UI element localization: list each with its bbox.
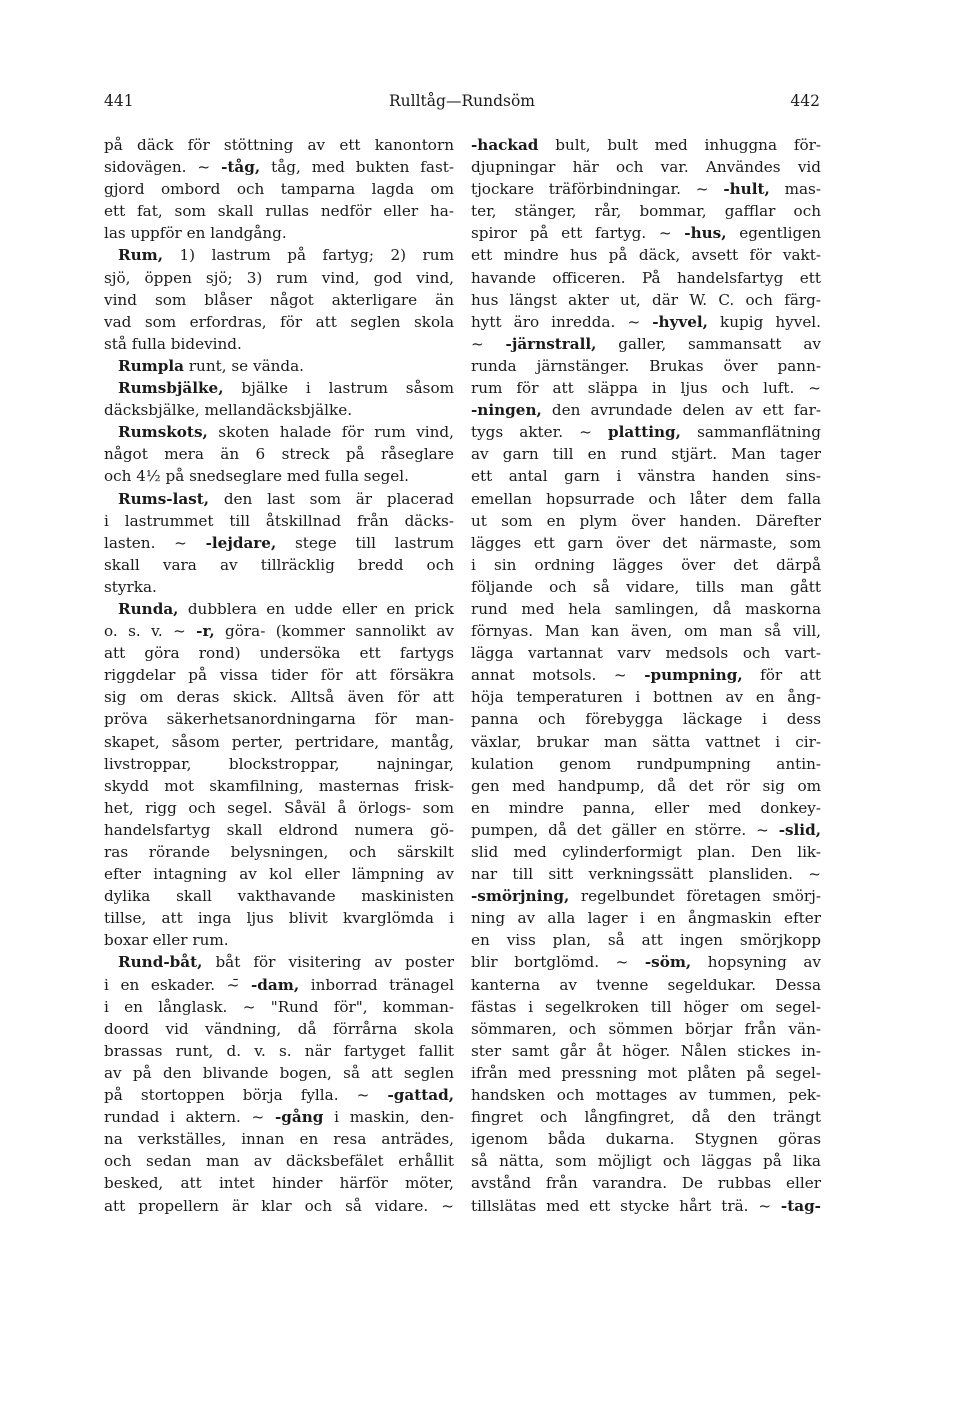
text-line [471, 1195, 821, 1217]
headword: Runda, [118, 599, 179, 618]
text-line [471, 355, 821, 377]
text-run: vind som blåser något akterligare än [104, 290, 454, 309]
text-run: av på den blivande bogen, så att seglen [104, 1063, 454, 1082]
text-line [471, 1128, 821, 1150]
text-line [104, 421, 454, 443]
text-run: dubblera en udde eller en prick [178, 599, 454, 618]
text-run: rum för att släppa in ljus och luft. ~ [471, 379, 821, 398]
text-line [471, 974, 821, 996]
text-line [471, 598, 821, 620]
text-line [104, 1040, 454, 1062]
text-line [471, 819, 821, 841]
text-run: handsken och mottages av tummen, pek- [471, 1086, 821, 1105]
headword: -ningen, [471, 401, 542, 420]
headword: -gattad, [387, 1086, 454, 1105]
right-column-text [471, 134, 821, 1217]
text-line [104, 443, 454, 465]
text-line [471, 620, 821, 642]
headword: -tag- [780, 1196, 821, 1215]
headword: -hus, [684, 224, 727, 243]
text-line [104, 244, 454, 266]
text-run: livstroppar, blockstroppar, najningar, [104, 754, 454, 773]
text-line [471, 686, 821, 708]
text-line [104, 775, 454, 797]
text-line [104, 178, 454, 200]
text-run: stå fulla bidevind. [104, 334, 242, 353]
text-run: doord vid vändning, då förrårna skola [104, 1019, 454, 1038]
text-line [471, 377, 821, 399]
text-run: ras rörande belysningen, och särskilt [104, 843, 454, 861]
text-run: nar till sitt verkningssätt plansliden. ~ [471, 865, 821, 884]
text-line [471, 156, 821, 178]
text-line [471, 200, 821, 222]
page-number-left: 441 [104, 92, 134, 110]
text-run: bjälke i lastrum såsom [223, 379, 454, 398]
headword: platting, [607, 423, 681, 442]
text-line [104, 554, 454, 576]
text-line [104, 731, 454, 753]
text-run: fingret och långfingret, då den trängt [471, 1108, 821, 1127]
text-line [471, 841, 821, 863]
text-run: ter, stänger, rår, bommar, gafflar och [471, 202, 821, 221]
text-line [471, 1040, 821, 1062]
text-run: på stortoppen börja fylla. ~ [104, 1086, 388, 1105]
text-run: i maskin, den- [323, 1108, 454, 1127]
text-run: hus längst akter ut, där W. C. och färg- [471, 290, 821, 309]
text-run: sömmaren, och sömmen börjar från vän- [471, 1019, 821, 1038]
text-run: igenom båda dukarna. Stygnen göras [471, 1130, 821, 1149]
text-line [104, 1084, 454, 1106]
text-run: besked, att intet hinder härför möter, [104, 1174, 454, 1193]
text-run: och sedan man av däcksbefälet erhållit [104, 1152, 454, 1171]
text-line [471, 1084, 821, 1106]
headword: -söm, [644, 953, 692, 972]
text-run: något mera än 6 streck på råseglare [104, 445, 454, 464]
text-run: kulation genom rundpumpning antin- [471, 754, 821, 773]
text-line [104, 1018, 454, 1040]
text-run: runt, se vända. [183, 356, 305, 375]
text-line [104, 841, 454, 863]
text-run: den last som är placerad [209, 489, 454, 508]
text-run: annat motsols. ~ [471, 666, 645, 685]
headword: Rumskots, [118, 423, 208, 442]
text-run: en mindre panna, eller med donkey- [471, 798, 821, 817]
text-run: ett fat, som skall rullas nedför eller ha- [104, 202, 454, 221]
text-run: o. s. v. ~ [104, 622, 197, 641]
text-line [471, 1172, 821, 1194]
headword: -gång [275, 1108, 324, 1127]
text-run: inborrad tränagel [299, 975, 454, 994]
text-run: blir bortglömd. ~ [471, 953, 645, 972]
text-line [104, 355, 454, 377]
text-run: tillslätas med ett stycke hårt trä. ~ [471, 1196, 781, 1215]
text-run: ut som en plym över handen. Därefter [471, 511, 821, 530]
text-run: gjord ombord och tamparna lagda om [104, 180, 454, 199]
text-line [104, 620, 454, 642]
text-run: slid med cylinderformigt plan. Den lik- [471, 843, 821, 861]
text-line [471, 731, 821, 753]
text-run: dylika skall vakthavande maskinisten [104, 887, 454, 906]
text-run: spiror på ett fartyg. ~ [471, 224, 685, 243]
text-run: kanterna av tvenne segeldukar. Dessa [471, 975, 821, 994]
text-run: handelsfartyg skall eldrond numera gö- [104, 820, 454, 839]
text-line [471, 399, 821, 421]
text-run: tygs akter. ~ [471, 423, 608, 442]
text-run: runda järnstänger. Brukas över pann- [471, 356, 821, 375]
text-run: rund med hela samlingen, då maskorna [471, 599, 821, 618]
text-run: las uppför en landgång. [104, 224, 287, 243]
text-line [471, 1018, 821, 1040]
text-run: båt för visitering av poster [202, 953, 454, 972]
headword: Rund-båt, [118, 953, 203, 972]
text-run: växlar, brukar man sätta vattnet i cir- [471, 732, 821, 751]
text-line [104, 1128, 454, 1150]
text-line [104, 1106, 454, 1128]
text-run: sidovägen. ~ [104, 158, 222, 177]
text-line [104, 1062, 454, 1084]
text-run: panna och förebygga läckage i dess [471, 710, 821, 729]
text-line [471, 863, 821, 885]
text-run: 1) lastrum på fartyg; 2) rum [163, 246, 454, 265]
text-run: för att [742, 666, 821, 685]
headword: -pumpning, [644, 666, 743, 685]
text-run: het, rigg och segel. Såväl å örlogs- som [104, 798, 454, 817]
text-line [471, 1150, 821, 1172]
text-line [104, 1150, 454, 1172]
running-header [104, 92, 820, 114]
text-run: att propellern är klar och så vidare. ~ [104, 1196, 454, 1215]
text-run: vad som erfordras, för att seglen skola [104, 312, 454, 331]
text-line [104, 311, 454, 333]
headword: Rum, [118, 246, 164, 265]
text-run: riggdelar på vissa tider för att försäkra [104, 666, 454, 685]
headword: -hult, [723, 180, 770, 199]
text-run: brassas runt, d. v. s. när fartyget fallit [104, 1041, 454, 1060]
headword: -tåg, [221, 158, 261, 177]
text-line [104, 996, 454, 1018]
text-line [471, 797, 821, 819]
text-line [104, 222, 454, 244]
text-line [104, 863, 454, 885]
text-run: djupningar här och var. Användes vid [471, 158, 821, 177]
text-run: lägga vartannat varv medsols och vart- [471, 644, 821, 663]
text-run: kupig hyvel. [707, 312, 821, 331]
text-line [471, 996, 821, 1018]
text-run: skoten halade för rum vind, [207, 423, 454, 442]
text-line [104, 598, 454, 620]
text-run: förnyas. Man kan även, om man så vill, [471, 622, 821, 641]
text-run: ~ [471, 334, 506, 353]
text-line [471, 554, 821, 576]
text-run: rundad i aktern. ~ [104, 1108, 275, 1127]
text-run: sjö, öppen sjö; 3) rum vind, god vind, [104, 268, 454, 287]
text-run: skapet, såsom perter, pertridare, mantåg, [104, 732, 454, 751]
text-line [471, 222, 821, 244]
text-line [104, 708, 454, 730]
text-run: ett antal garn i vänstra handen sins- [471, 467, 821, 486]
text-line [104, 951, 454, 973]
text-run: sig om deras skick. Alltså även för att [104, 688, 454, 707]
text-line [104, 532, 454, 554]
text-line [104, 576, 454, 598]
headword: Rumsbjälke, [118, 379, 224, 398]
text-run: en viss plan, så att ingen smörjkopp [471, 931, 821, 950]
text-line [471, 532, 821, 554]
headword: -lejdare, [205, 533, 277, 552]
text-run: gen med handpump, då det rör sig om [471, 776, 821, 795]
text-line [471, 1106, 821, 1128]
text-run: tjockare träförbindningar. ~ [471, 180, 724, 199]
text-line [104, 399, 454, 421]
text-run: ett mindre hus på däck, avsett för vakt- [471, 246, 821, 265]
text-run: i lastrummet till åtskillnad från däcks- [104, 511, 454, 530]
text-run: pumpen, då det gäller en större. ~ [471, 820, 779, 839]
text-line [104, 1172, 454, 1194]
text-line [471, 134, 821, 156]
text-run: sammanflätning [680, 423, 821, 442]
text-line [104, 465, 454, 487]
text-line [471, 311, 821, 333]
text-line [104, 929, 454, 951]
text-run: tåg, med bukten fast- [260, 158, 454, 177]
text-line [104, 333, 454, 355]
text-line [471, 664, 821, 686]
text-line [471, 443, 821, 465]
text-line [471, 951, 821, 973]
text-run: höja temperaturen i bottnen av en ång- [471, 688, 821, 707]
text-run: egentligen [726, 224, 821, 243]
page-number-right: 442 [790, 92, 820, 110]
text-line [104, 267, 454, 289]
headword: -järnstrall, [505, 334, 597, 353]
text-line [104, 289, 454, 311]
text-line [471, 775, 821, 797]
text-line [471, 929, 821, 951]
headword: -smörjning, [471, 887, 570, 906]
text-run: att göra rond) undersöka ett fartygs [104, 644, 454, 663]
text-run: göra- (kommer sannolikt av [214, 622, 454, 641]
text-run: hopsyning av [691, 953, 821, 972]
text-line [104, 753, 454, 775]
text-line [471, 333, 821, 355]
text-line [104, 156, 454, 178]
text-line [104, 885, 454, 907]
text-run: bult, bult med inhuggna för- [538, 136, 821, 154]
text-line [104, 819, 454, 841]
text-run: ning av alla lager i en ångmaskin efter [471, 909, 821, 928]
text-line [471, 1062, 821, 1084]
text-line [471, 421, 821, 443]
text-line [471, 642, 821, 664]
text-line [104, 797, 454, 819]
text-line [104, 510, 454, 532]
text-run: ster samt går åt höger. Nålen stickes in- [471, 1041, 821, 1060]
text-run: ifrån med pressning mot plåten på segel- [471, 1063, 821, 1082]
headword: Rumpla [118, 356, 184, 375]
text-run: boxar eller rum. [104, 931, 229, 950]
text-run: lasten. ~ [104, 533, 206, 552]
text-run: däcksbjälke, mellandäcksbjälke. [104, 401, 353, 420]
text-run: på däck för stöttning av ett kanontorn [104, 136, 454, 154]
text-line [471, 465, 821, 487]
text-run: na verkställes, innan en resa anträdes, [104, 1130, 454, 1149]
text-line [104, 377, 454, 399]
text-run: pröva säkerhetsanordningarna för man- [104, 710, 454, 729]
headword: -hyvel, [652, 312, 708, 331]
left-column-text [104, 134, 454, 1217]
text-line [471, 885, 821, 907]
text-run: regelbundet företagen smörj- [569, 887, 821, 906]
text-line [471, 289, 821, 311]
text-run: avstånd från varandra. De rubbas eller [471, 1174, 821, 1193]
text-run: i sin ordning lägges över det därpå [471, 555, 821, 574]
text-line [104, 642, 454, 664]
text-line [471, 510, 821, 532]
text-line [104, 134, 454, 156]
text-run: lägges ett garn över det närmaste, som [471, 533, 821, 552]
text-run: fästas i segelkroken till höger om segel- [471, 997, 821, 1016]
text-run: galler, sammansatt av [596, 334, 821, 353]
text-line [471, 907, 821, 929]
text-line [471, 753, 821, 775]
headword: -dam, [251, 975, 300, 994]
text-line [104, 200, 454, 222]
text-run: styrka. [104, 577, 157, 596]
text-line [104, 974, 454, 996]
text-run: efter intagning av kol eller lämpning av [104, 865, 454, 884]
headword: Rums-last, [118, 489, 210, 508]
text-run: emellan hopsurrade och låter dem falla [471, 489, 821, 508]
text-line [104, 907, 454, 929]
headword: -slid, [778, 820, 821, 839]
text-line [104, 664, 454, 686]
text-run: i en eskader. ~̄ [104, 975, 251, 994]
text-line [471, 267, 821, 289]
text-run: den avrundade delen av ett far- [541, 401, 821, 420]
text-run: stege till lastrum [276, 533, 454, 552]
text-run: hytt äro inredda. ~ [471, 312, 653, 331]
text-line [471, 488, 821, 510]
text-run: skydd mot skamfilning, masternas frisk- [104, 776, 454, 795]
text-run: följande och så vidare, tills man gått [471, 577, 821, 596]
text-line [104, 686, 454, 708]
running-title: Rulltåg—Rundsöm [388, 92, 535, 110]
text-line [104, 1195, 454, 1217]
text-run: tillse, att inga ljus blivit kvarglömda i [104, 909, 454, 928]
headword: -r, [196, 622, 215, 641]
text-run: av garn till en rund stjärt. Man tager [471, 445, 821, 464]
text-run: och 4½ på snedseglare med fulla segel. [104, 467, 409, 486]
text-run: så nätta, som möjligt och läggas på lika [471, 1152, 821, 1171]
text-line [471, 178, 821, 200]
text-run: havande officeren. På handelsfartyg ett [471, 268, 821, 287]
text-line [104, 488, 454, 510]
text-run: mas- [769, 180, 821, 199]
text-line [471, 576, 821, 598]
text-line [471, 244, 821, 266]
headword: -hackad [471, 136, 539, 154]
text-run: skall vara av tillräcklig bredd och [104, 555, 454, 574]
text-line [471, 708, 821, 730]
text-run: i en långlask. ~ "Rund för", komman- [104, 997, 454, 1016]
